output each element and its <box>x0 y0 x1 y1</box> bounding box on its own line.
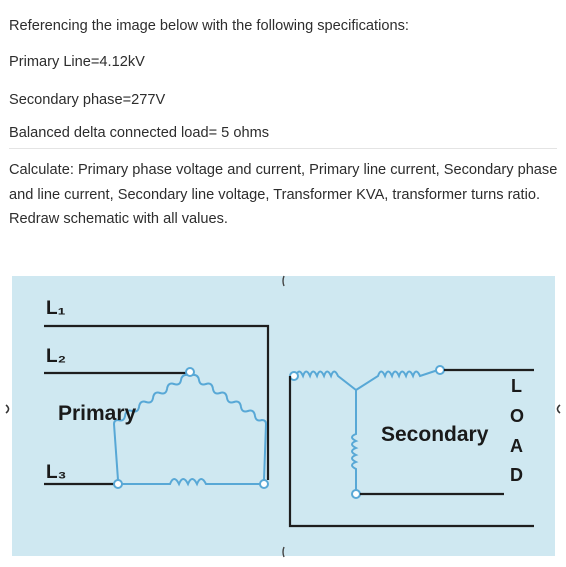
load-letter: L <box>511 376 522 396</box>
line-label-l3: L₃ <box>46 462 67 483</box>
load-letter: O <box>510 406 525 426</box>
intro-text: Referencing the image below with the following specifications: <box>9 18 409 34</box>
line-label-l2: L₂ <box>46 346 67 367</box>
primary-label: Primary <box>58 402 137 425</box>
load-letter: D <box>510 465 523 485</box>
transformer-schematic <box>0 266 566 562</box>
divider <box>9 148 557 149</box>
load-letter: A <box>510 436 523 456</box>
spec-primary-line: Primary Line=4.12kV <box>9 54 145 70</box>
secondary-label: Secondary <box>381 423 489 446</box>
line-label-l1: L₁ <box>46 298 66 319</box>
spec-load: Balanced delta connected load= 5 ohms <box>9 125 270 141</box>
task-text: Calculate: Primary phase voltage and current, Primary line current, Secondary phase and line current, Secondary line voltage, Transformer KVA, transformer turns ratio. Redraw schematic with all values. <box>9 162 558 227</box>
spec-secondary-phase: Secondary phase=277V <box>9 92 166 108</box>
